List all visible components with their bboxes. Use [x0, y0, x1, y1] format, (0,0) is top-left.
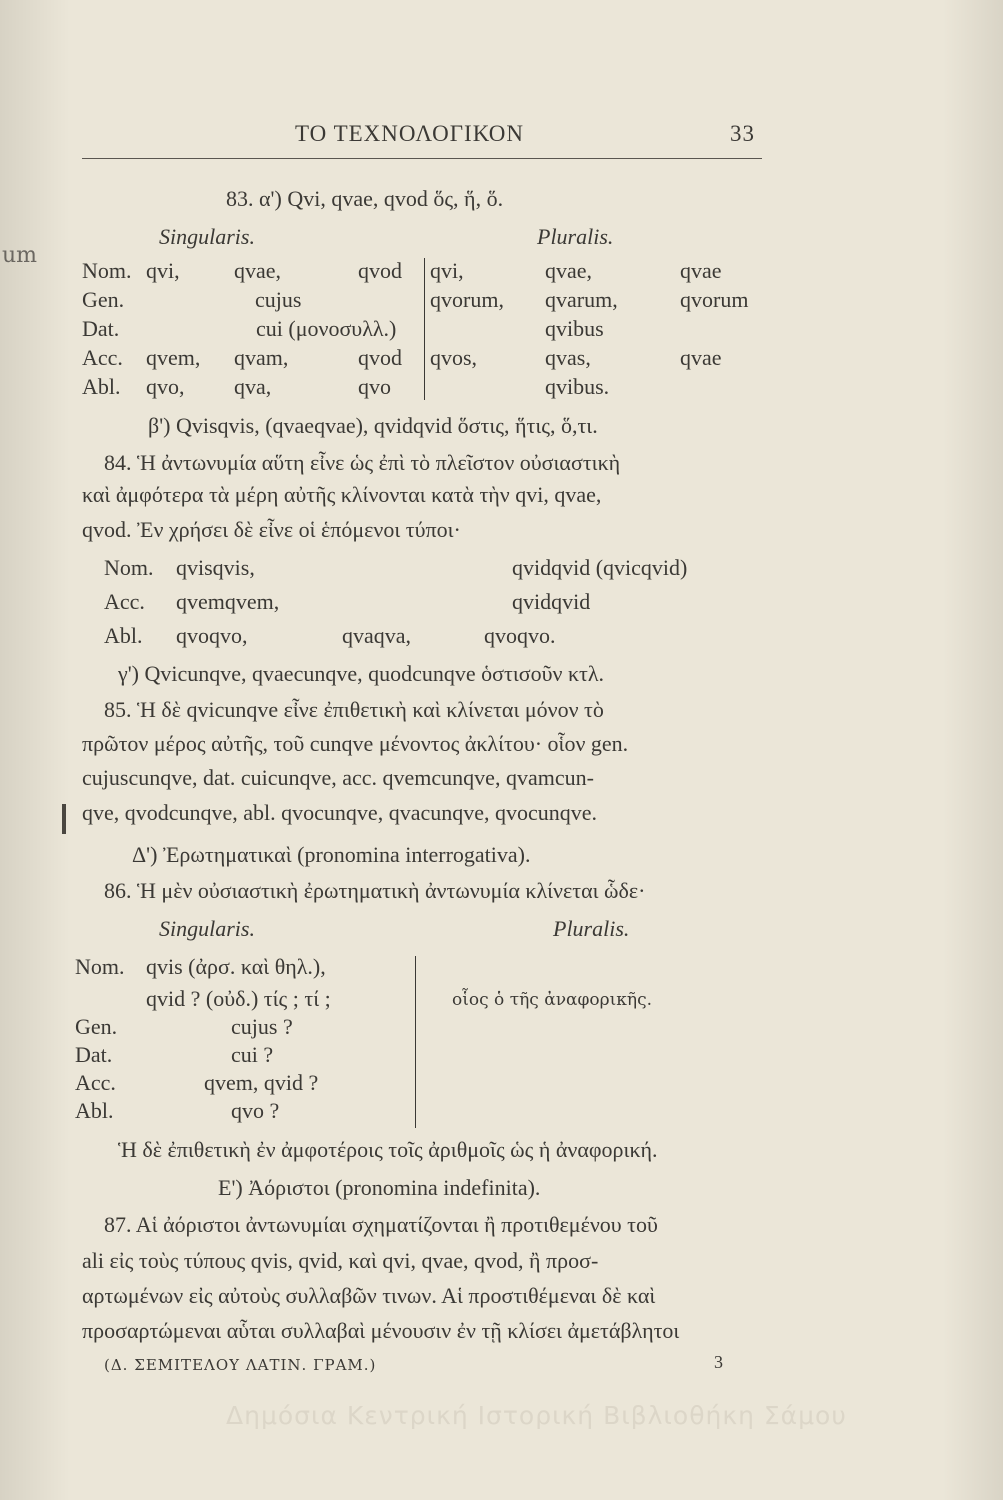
epsilon-heading: Ε') Ἀόριστοι (pronomina indefinita). [218, 1175, 541, 1200]
s84-form: qvemqvem, [176, 589, 280, 614]
margin-mark [62, 804, 66, 834]
s84-line: καὶ ἀμφότερα τὰ μέρη αὐτῆς κλίνονται κατὰ τὴν qvi, qvae, [82, 482, 602, 507]
sheet-number: 3 [714, 1352, 723, 1372]
s87-line: 87. Αἱ ἀόριστοι ἀντωνυμίαι σχηματίζονται ἢ προτιθεμένου τοῦ [104, 1212, 658, 1237]
s83-case: Nom. [82, 258, 132, 283]
s84-line: 84. Ἡ ἀντωνυμία αὕτη εἶνε ὡς ἐπὶ τὸ πλεῖστον οὐσιαστικὴ [104, 450, 621, 475]
s83-form: qvod [358, 345, 402, 370]
s83-form: qvo [358, 374, 391, 399]
right-page-shadow [943, 0, 1003, 1500]
s83-plural-form: qvarum, [545, 287, 618, 312]
s86-column-divider [415, 956, 416, 1128]
s84-line: qvod. Ἐν χρήσει δὲ εἶνε οἱ ἑπόμενοι τύποι· [82, 517, 461, 542]
margin-fragment: um [2, 243, 38, 268]
s83-form: cui (μονοσυλλ.) [256, 316, 397, 341]
s86-case: Abl. [75, 1098, 114, 1123]
printer-signature: (Δ. ΣΕΜΙΤΕΛΟΥ ΛΑΤΙΝ. ΓΡΑΜ.) [104, 1356, 377, 1374]
s83-plural-form: qvae [680, 345, 722, 370]
s83-form: qvo, [146, 374, 185, 399]
s86-after-line: Ἡ δὲ ἐπιθετικὴ ἐν ἀμφοτέροις τοῖς ἀριθμοῖς ὡς ἡ ἀναφορική. [118, 1137, 658, 1162]
running-title: ΤΟ ΤΕΧΝΟΛΟΓΙΚΟΝ [295, 121, 524, 146]
s86-heading: 86. Ἡ μὲν οὐσιαστικὴ ἐρωτηματικὴ ἀντωνυμία κλίνεται ὧδε· [104, 878, 646, 903]
s83-case: Abl. [82, 374, 121, 399]
s84-form: qvaqva, [342, 623, 412, 648]
s84-gamma-line: γ') Qvicunqve, qvaecunqve, quodcunqve ὁστισοῦν κτλ. [118, 661, 605, 686]
s83-plural-form: qvi, [430, 258, 464, 283]
s87-line: προσαρτώμεναι αὗται συλλαβαὶ μένουσιν ἐν τῇ κλίσει ἀμετάβλητοι [82, 1318, 680, 1343]
s83-plural-form: qvae [680, 258, 722, 283]
left-page-shadow [0, 0, 70, 1500]
s86-form: qvo ? [231, 1098, 280, 1123]
s83-case: Acc. [82, 345, 123, 370]
s86-singular-label: Singularis. [159, 916, 255, 941]
s83-plural-form: qvibus. [545, 374, 610, 399]
s85-line: πρῶτον μέρος αὐτῆς, τοῦ cunqve μένοντος ἀκλίτου· οἷον gen. [82, 731, 629, 756]
s83-form: qvi, [146, 258, 180, 283]
s83-heading: 83. α') Qvi, qvae, qvod ὅς, ἥ, ὅ. [226, 186, 504, 211]
s84-form: qvoqvo, [176, 623, 248, 648]
s85-line: qve, qvodcunqve, abl. qvocunqve, qvacunqve, qvocunqve. [82, 800, 598, 825]
s83-plural-form: qvae, [545, 258, 593, 283]
s84-form: qvidqvid (qvicqvid) [512, 555, 688, 580]
s83-column-divider [424, 258, 425, 400]
s83-form: qvod [358, 258, 402, 283]
s83-form: qvam, [234, 345, 289, 370]
s84-case: Acc. [104, 589, 145, 614]
s83-singular-label: Singularis. [159, 224, 255, 249]
s86-form: qvid ? (οὐδ.) τίς ; τί ; [146, 986, 331, 1011]
s83-form: qvae, [234, 258, 282, 283]
s85-line: cujuscunqve, dat. cuicunqve, acc. qvemcunqve, qvamcun- [82, 765, 594, 790]
s83-case: Dat. [82, 316, 120, 341]
s84-case: Nom. [104, 555, 154, 580]
s83-plural-form: qvorum, [430, 287, 504, 312]
s83-plural-form: qvas, [545, 345, 591, 370]
s86-case: Acc. [75, 1070, 116, 1095]
s83-plural-form: qvibus [545, 316, 604, 341]
s86-form: cui ? [231, 1042, 274, 1067]
page-number: 33 [730, 121, 755, 146]
s83-plural-form: qvos, [430, 345, 478, 370]
s83-plural-form: qvorum [680, 287, 749, 312]
s83-case: Gen. [82, 287, 125, 312]
s84-form: qvidqvid [512, 589, 591, 614]
s83-form: cujus [255, 287, 302, 312]
s86-case: Gen. [75, 1014, 118, 1039]
s86-form: qvem, qvid ? [204, 1070, 319, 1095]
s86-case: Nom. [75, 954, 125, 979]
s86-case: Dat. [75, 1042, 113, 1067]
s83-beta-line: β') Qvisqvis, (qvaeqvae), qvidqvid ὅστις, ἥτις, ὅ,τι. [148, 413, 598, 438]
s86-plural-label: Pluralis. [553, 916, 630, 941]
library-watermark: Δημόσια Κεντρική Ιστορική Βιβλιοθήκη Σάμου [226, 1401, 847, 1430]
s86-form: cujus ? [231, 1014, 293, 1039]
s84-form: qvoqvo. [484, 623, 556, 648]
s84-form: qvisqvis, [176, 555, 255, 580]
s83-form: qvem, [146, 345, 201, 370]
s83-form: qva, [234, 374, 272, 399]
s84-case: Abl. [104, 623, 143, 648]
delta-heading: Δ') Ἐρωτηματικαὶ (pronomina interrogativa). [132, 842, 531, 867]
s87-line: αρτωμένων εἰς αὐτοὺς συλλαβῶν τινων. Αἱ προστιθέμεναι δὲ καὶ [82, 1283, 656, 1308]
s83-plural-label: Pluralis. [537, 224, 614, 249]
s86-form: qvis (ἀρσ. καὶ θηλ.), [146, 954, 326, 979]
s87-line: ali εἰς τοὺς τύπους qvis, qvid, καὶ qvi, qvae, qvod, ἢ προσ- [82, 1248, 599, 1273]
s85-line: 85. Ἡ δὲ qvicunqve εἶνε ἐπιθετικὴ καὶ κλίνεται μόνον τὸ [104, 697, 604, 722]
s86-plural-note: οἷος ὁ τῆς ἀναφορικῆς. [452, 990, 653, 1010]
header-rule [82, 158, 762, 159]
